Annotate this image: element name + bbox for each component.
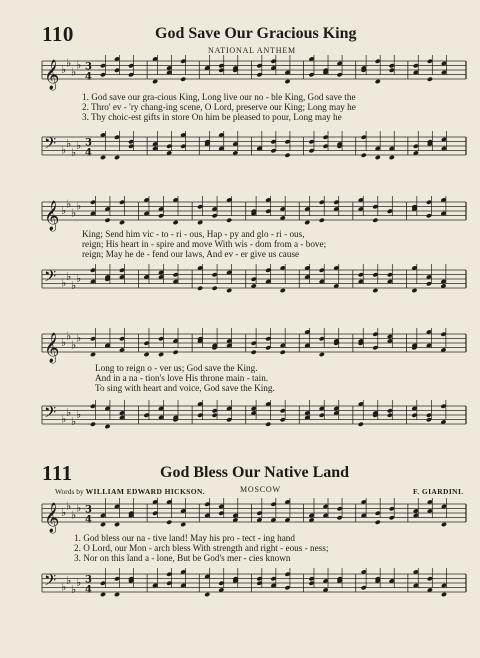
svg-text:♭: ♭ [61, 143, 67, 157]
svg-text:♭: ♭ [61, 412, 67, 426]
svg-text:𝄞: 𝄞 [44, 201, 60, 231]
svg-text:𝄞: 𝄞 [44, 60, 60, 90]
svg-text:𝄞: 𝄞 [44, 503, 60, 533]
staff-bass [0, 572, 480, 612]
svg-text:♭: ♭ [76, 199, 82, 213]
svg-text:𝄢: 𝄢 [44, 571, 57, 594]
svg-text:♭: ♭ [66, 405, 72, 419]
svg-text:♭: ♭ [66, 197, 72, 211]
svg-text:3: 3 [85, 61, 92, 73]
lyric-line: 3. Thy choic-est gifts in store On him be pleased to pour, Long may he [82, 112, 342, 122]
staff-bass [0, 268, 480, 308]
svg-text:♭: ♭ [71, 508, 77, 522]
svg-text:♭: ♭ [76, 408, 82, 421]
svg-text:4: 4 [85, 514, 92, 526]
svg-text:♭: ♭ [76, 501, 82, 515]
svg-text:♭: ♭ [76, 58, 82, 72]
hymn-number-110: 110 [42, 22, 74, 46]
svg-text:3: 3 [85, 137, 92, 149]
svg-text:♭: ♭ [71, 414, 77, 428]
svg-text:4: 4 [85, 71, 92, 83]
lyric-line: 2. Thro' ev - 'ry chang-ing scene, O Lord, preserve our King; Long may he [82, 102, 356, 112]
svg-text:♭: ♭ [71, 582, 77, 596]
svg-text:♭: ♭ [66, 56, 72, 70]
svg-text:♭: ♭ [61, 506, 67, 519]
svg-text:♭: ♭ [66, 573, 72, 587]
svg-text:♭: ♭ [61, 580, 67, 594]
svg-text:♭: ♭ [61, 63, 67, 76]
author-prefix: Words by [55, 487, 84, 496]
lyric-line: reign; His heart in - spire and move With wis - dom from a - bove; [82, 239, 327, 249]
svg-text:♭: ♭ [76, 331, 82, 345]
svg-text:♭: ♭ [71, 278, 77, 292]
svg-text:♭: ♭ [61, 204, 67, 217]
svg-text:𝄢: 𝄢 [44, 403, 57, 426]
tune-name-110: NATIONAL ANTHEM [208, 46, 296, 55]
composer-name: F. GIARDINI. [413, 487, 464, 496]
lyric-line: 2. O Lord, our Mon - arch bless With strength and right - eous - ness; [74, 543, 329, 553]
svg-text:♭: ♭ [76, 139, 82, 152]
svg-text:4: 4 [85, 584, 92, 596]
tune-name-111: MOSCOW [240, 485, 281, 494]
staff-bass [0, 404, 480, 444]
lyric-line: King; Send him vic - to - ri - ous, Hap - py and glo - ri - ous, [82, 229, 305, 239]
svg-text:♭: ♭ [61, 276, 67, 290]
svg-text:♭: ♭ [71, 206, 77, 220]
svg-text:𝄢: 𝄢 [44, 267, 57, 290]
hymn-title-111: God Bless Our Native Land [160, 464, 350, 481]
lyric-line: And in a na - tion's love His throne main - tain. [95, 373, 269, 383]
lyric-line: reign; May he de - fend our laws, And ev - er give us cause [82, 249, 300, 259]
svg-text:3: 3 [85, 574, 92, 586]
svg-text:♭: ♭ [66, 136, 72, 150]
author-name: WILLIAM EDWARD HICKSON. [85, 487, 206, 496]
composer-credit [413, 487, 464, 496]
svg-text:♭: ♭ [66, 499, 72, 513]
staff-bass [0, 135, 480, 175]
svg-text:𝄢: 𝄢 [44, 134, 57, 157]
svg-text:4: 4 [85, 147, 92, 159]
svg-text:𝄞: 𝄞 [44, 333, 60, 363]
svg-text:♭: ♭ [71, 145, 77, 159]
svg-text:♭: ♭ [66, 269, 72, 283]
svg-text:3: 3 [85, 504, 92, 516]
svg-text:♭: ♭ [61, 336, 67, 349]
hymn-title-110: God Save Our Gracious King [155, 25, 357, 42]
lyric-line: 3. Nor on this land a - lone, But be God's mer - cies known [74, 553, 291, 563]
svg-text:♭: ♭ [76, 272, 82, 285]
svg-text:♭: ♭ [71, 65, 77, 79]
hymn-number-111: 111 [42, 461, 73, 485]
lyric-line: 1. God save our gra-cious King, Long live our no - ble King, God save the [82, 92, 356, 102]
svg-text:♭: ♭ [76, 576, 82, 589]
lyric-line: 1. God bless our na - tive land! May his pro - tect - ing hand [74, 533, 295, 543]
lyric-line: To sing with heart and voice, God save the King. [95, 383, 275, 393]
lyric-line: Long to reign o - ver us; God save the King. [95, 363, 258, 373]
svg-text:♭: ♭ [71, 338, 77, 352]
svg-text:♭: ♭ [66, 329, 72, 343]
author-credit [55, 487, 205, 496]
